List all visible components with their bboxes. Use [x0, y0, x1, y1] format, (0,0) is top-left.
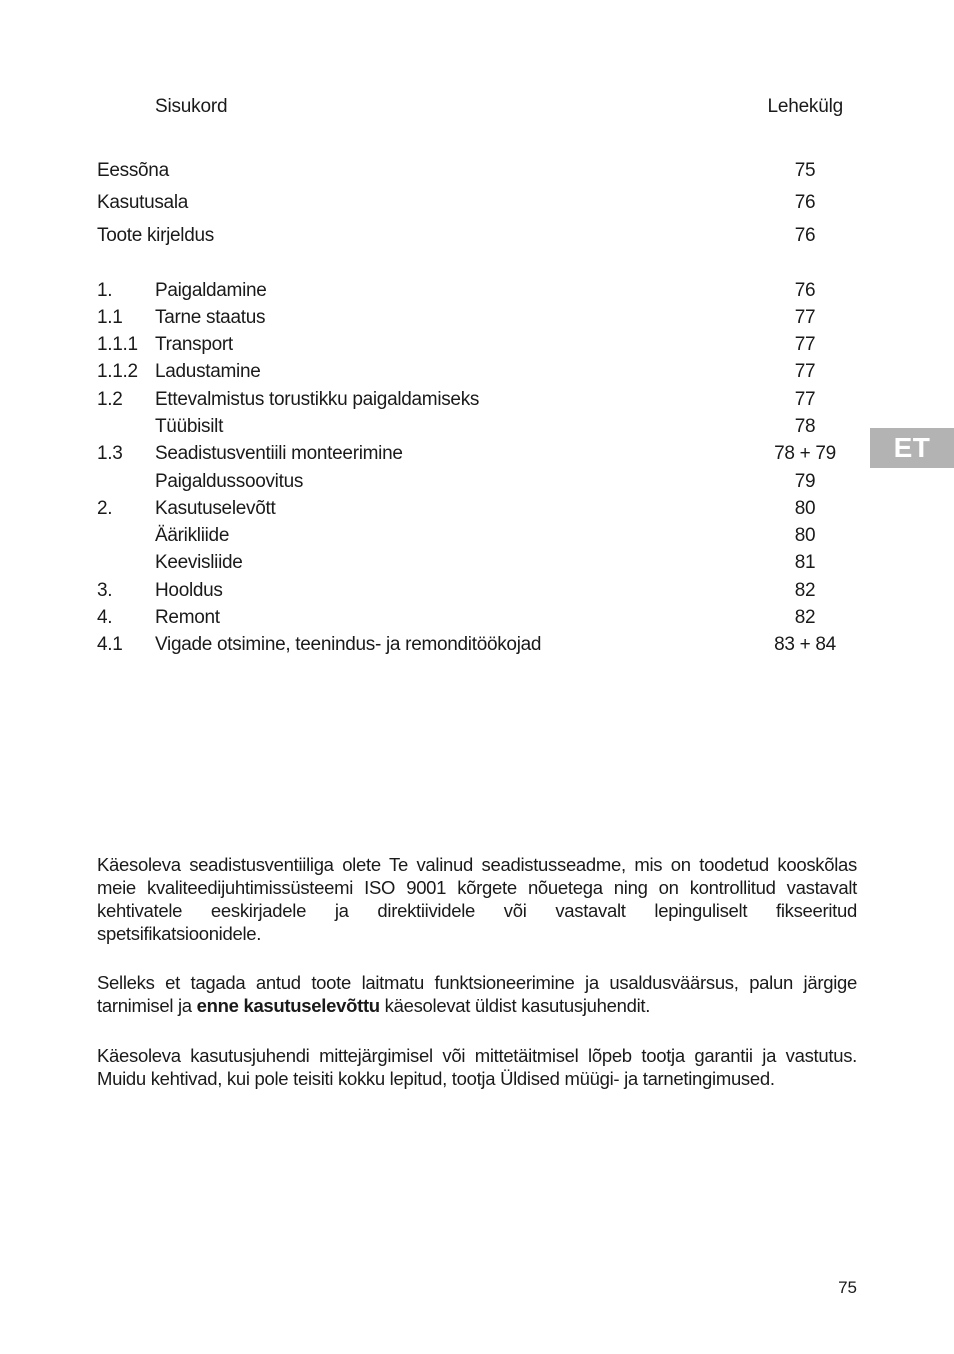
- toc-row: [0, 523, 954, 549]
- toc-entry-number: 3.: [97, 580, 113, 601]
- toc-entry-page: 77: [794, 307, 816, 328]
- body-paragraph: Käesoleva seadistusventiiliga olete Te valinud seadistusseadme, mis on toodetud kooskõlas meie kvaliteedijuhtimissüsteemi ISO 9001 kõrgete nõuetega ning on kontrollitud vastavalt kehtivatele eeskirjadele ja direktiividele või vastavalt lepinguliselt fikseeritud spetsifikatsioonidele.: [97, 854, 857, 944]
- toc-row: [0, 496, 954, 522]
- toc-row: [0, 469, 954, 495]
- toc-entry-number: 4.: [97, 607, 113, 628]
- toc-entry-number: 2.: [97, 498, 113, 519]
- toc-entry-page: 77: [794, 361, 816, 382]
- toc-header: [0, 96, 954, 122]
- toc-row: [0, 387, 954, 413]
- toc-row: [0, 305, 954, 331]
- toc-entry-title: Ettevalmistus torustikku paigaldamiseks: [155, 389, 480, 410]
- toc-entry-page: 81: [794, 552, 816, 573]
- toc-entry-number: 1.1.1: [97, 334, 138, 355]
- toc-entry-title: Ladustamine: [155, 361, 261, 382]
- toc-entry-title: Hooldus: [155, 580, 223, 601]
- toc-entry-title: Kasutusala: [97, 192, 189, 213]
- toc-entry-number: 1.3: [97, 443, 123, 464]
- toc-intro-row: [0, 223, 954, 249]
- toc-entry-title: Seadistusventiili monteerimine: [155, 443, 403, 464]
- toc-entry-title: Toote kirjeldus: [97, 225, 214, 246]
- toc-entry-page: 75: [794, 160, 816, 181]
- paragraph-text: Selleks et tagada antud toote laitmatu funktsioneerimine ja usaldusväärsus, palun järgige tarnimisel ja: [97, 972, 857, 1016]
- toc-row: [0, 414, 954, 440]
- toc-entry-number: 1.: [97, 280, 113, 301]
- toc-header-title: Sisukord: [155, 96, 228, 117]
- paragraph-emphasis: enne kasutuselevõttu: [196, 995, 380, 1016]
- toc-row: [0, 441, 954, 467]
- toc-entry-title: Remont: [155, 607, 220, 628]
- toc-entry-title: Paigaldussoovitus: [155, 471, 304, 492]
- toc-entry-page: 80: [794, 498, 816, 519]
- toc-entry-page: 76: [794, 225, 816, 246]
- toc-entry-page: 76: [794, 192, 816, 213]
- body-paragraph: [97, 971, 857, 1017]
- toc-entry-number: 1.1: [97, 307, 123, 328]
- toc-entry-title: Keevisliide: [155, 552, 243, 573]
- toc-entry-title: Paigaldamine: [155, 280, 267, 301]
- toc-entry-title: Vigade otsimine, teenindus- ja remonditöökojad: [155, 634, 542, 655]
- toc-entry-page: 82: [794, 607, 816, 628]
- toc-entry-page: 79: [794, 471, 816, 492]
- toc-intro-row: [0, 158, 954, 184]
- toc-entry-page: 83 + 84: [774, 634, 836, 655]
- toc-entry-title: Transport: [155, 334, 233, 355]
- toc-entry-page: 76: [794, 280, 816, 301]
- toc-entry-title: Tarne staatus: [155, 307, 266, 328]
- toc-row: [0, 359, 954, 385]
- toc-row: [0, 278, 954, 304]
- body-paragraph: Käesoleva kasutusjuhendi mittejärgimisel või mittetäitmisel lõpeb tootja garantii ja vastutus. Muidu kehtivad, kui pole teisiti kokku lepitud, tootja Üldised müügi- ja tarnetingimused.: [97, 1045, 857, 1089]
- toc-intro-row: [0, 190, 954, 216]
- toc-row: [0, 332, 954, 358]
- toc-entry-page: 80: [794, 525, 816, 546]
- paragraph-text: käesolevat üldist kasutusjuhendit.: [379, 995, 651, 1016]
- toc-row: [0, 578, 954, 604]
- toc-entry-page: 78: [794, 416, 816, 437]
- toc-row: [0, 550, 954, 576]
- language-tab: ET: [870, 428, 954, 468]
- toc-entry-page: 77: [794, 334, 816, 355]
- toc-entry-title: Äärikliide: [155, 525, 230, 546]
- toc-entry-title: Tüübisilt: [155, 416, 224, 437]
- toc-entry-number: 1.1.2: [97, 361, 138, 382]
- toc-entry-title: Eessõna: [97, 160, 169, 181]
- toc-row: [0, 605, 954, 631]
- toc-entry-page: 78 + 79: [774, 443, 836, 464]
- toc-entry-number: 4.1: [97, 634, 123, 655]
- toc-entry-page: 82: [794, 580, 816, 601]
- page-number: 75: [838, 1278, 857, 1297]
- toc-header-page-label: Lehekülg: [767, 96, 843, 117]
- toc-entry-number: 1.2: [97, 389, 123, 410]
- toc-entry-page: 77: [794, 389, 816, 410]
- toc-row: [0, 632, 954, 658]
- toc-entry-title: Kasutuselevõtt: [155, 498, 276, 519]
